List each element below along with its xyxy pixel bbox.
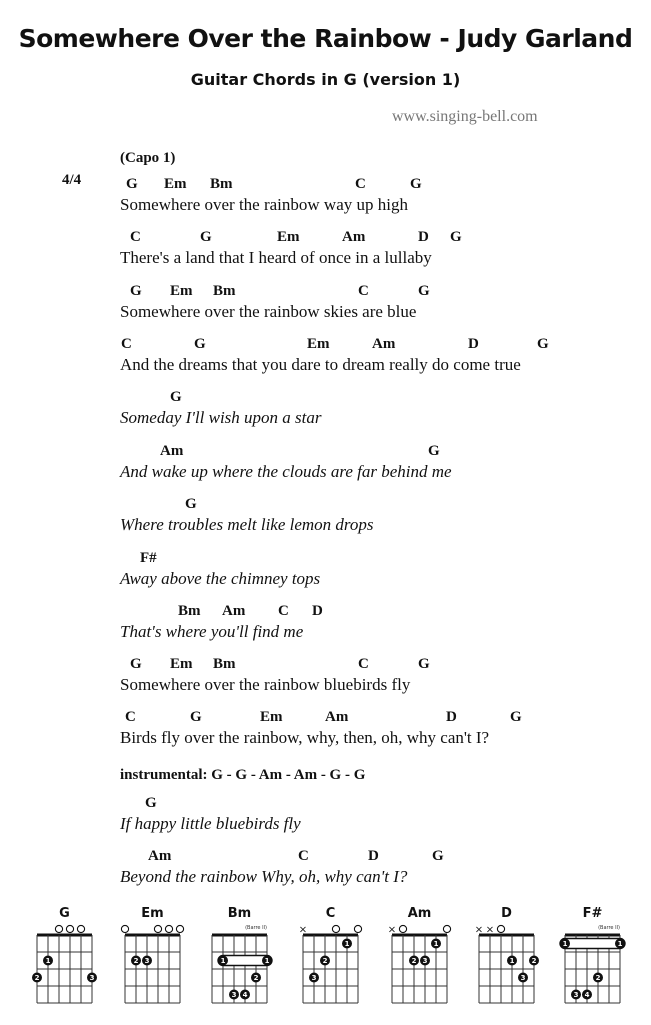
- finger-number: 1: [264, 957, 270, 966]
- lyric-line: And the dreams that you dare to dream really do come true: [120, 355, 521, 374]
- chord-label: Am: [148, 848, 172, 864]
- finger-number: 3: [422, 957, 428, 966]
- chord-label: F#: [140, 550, 157, 566]
- chord-label: D: [446, 709, 457, 725]
- chord-diagram-name: Em: [141, 906, 164, 921]
- chord-diagrams: [0, 905, 651, 1020]
- song-subtitle: Guitar Chords in G (version 1): [190, 70, 461, 89]
- lyric-line: Where troubles melt like lemon drops: [120, 515, 374, 534]
- chord-label: C: [278, 603, 289, 619]
- open-string-marker: [66, 925, 73, 932]
- finger-number: 1: [220, 957, 226, 966]
- finger-number: 3: [231, 991, 237, 1000]
- chord-label: C: [355, 176, 366, 192]
- chord-label: C: [130, 229, 141, 245]
- chord-label: G: [190, 709, 202, 725]
- open-string-marker: [77, 925, 84, 932]
- chord-label: G: [126, 176, 138, 192]
- finger-number: 3: [89, 974, 95, 983]
- chord-label: Am: [160, 443, 184, 459]
- finger-number: 4: [584, 991, 590, 1000]
- chord-label: Em: [164, 176, 187, 192]
- lyric-line: There's a land that I heard of once in a lullaby: [120, 248, 432, 267]
- finger-number: 1: [45, 957, 51, 966]
- chord-diagram-name: D: [501, 906, 512, 921]
- chord-label: Am: [342, 229, 366, 245]
- chord-label: Em: [260, 709, 283, 725]
- website-link[interactable]: www.singing-bell.com: [392, 108, 538, 125]
- chord-label: C: [125, 709, 136, 725]
- chord-label: G: [410, 176, 422, 192]
- chord-label: G: [130, 283, 142, 299]
- chord-label: G: [432, 848, 444, 864]
- chord-label: Bm: [213, 656, 236, 672]
- capo-note: (Capo 1): [120, 150, 176, 166]
- chord-diagram-name: G: [59, 906, 70, 921]
- chord-label: G: [418, 656, 430, 672]
- open-string-marker: [443, 925, 450, 932]
- muted-string-marker: ×: [298, 924, 308, 936]
- chord-label: D: [418, 229, 429, 245]
- lyric-line: Birds fly over the rainbow, why, then, oh, why can't I?: [120, 728, 490, 747]
- chord-label: G: [185, 496, 197, 512]
- chord-diagram-note: (Barre II): [245, 925, 267, 931]
- chord-label: G: [510, 709, 522, 725]
- finger-number: 3: [573, 991, 579, 1000]
- chord-label: G: [170, 389, 182, 405]
- chord-label: Em: [170, 656, 193, 672]
- lyric-line: Beyond the rainbow Why, oh, why can't I?: [120, 867, 408, 886]
- open-string-marker: [332, 925, 339, 932]
- lyric-line: That's where you'll find me: [120, 622, 304, 641]
- chord-label: Em: [307, 336, 330, 352]
- chord-label: Am: [222, 603, 246, 619]
- song-title: Somewhere Over the Rainbow - Judy Garland: [18, 24, 633, 53]
- finger-number: 1: [617, 940, 623, 949]
- chord-diagram-name: Am: [407, 906, 432, 921]
- chord-label: Em: [170, 283, 193, 299]
- lyric-line: If happy little bluebirds fly: [120, 814, 301, 833]
- finger-number: 2: [34, 974, 40, 983]
- instrumental-line: instrumental: G - G - Am - Am - G - G: [120, 767, 366, 783]
- chord-diagram-canvas: [0, 905, 651, 1020]
- finger-number: 1: [344, 940, 350, 949]
- finger-number: 1: [562, 940, 568, 949]
- chord-label: G: [450, 229, 462, 245]
- chord-label: G: [418, 283, 430, 299]
- muted-string-marker: ×: [387, 924, 397, 936]
- chord-label: G: [145, 795, 157, 811]
- chord-label: Bm: [178, 603, 201, 619]
- finger-number: 2: [531, 957, 537, 966]
- finger-number: 3: [144, 957, 150, 966]
- time-signature: 4/4: [62, 172, 82, 188]
- chord-label: D: [368, 848, 379, 864]
- muted-string-marker: ×: [474, 924, 484, 936]
- open-string-marker: [354, 925, 361, 932]
- finger-number: 2: [322, 957, 328, 966]
- finger-number: 2: [133, 957, 139, 966]
- chord-label: G: [428, 443, 440, 459]
- finger-number: 1: [433, 940, 439, 949]
- open-string-marker: [165, 925, 172, 932]
- finger-number: 2: [411, 957, 417, 966]
- chord-label: Am: [325, 709, 349, 725]
- chord-diagram-name: Bm: [227, 906, 252, 921]
- lyric-line: Someday I'll wish upon a star: [120, 408, 322, 427]
- chord-label: Em: [277, 229, 300, 245]
- chord-label: G: [537, 336, 549, 352]
- chord-label: C: [358, 283, 369, 299]
- chord-label: Am: [372, 336, 396, 352]
- lyric-line: And wake up where the clouds are far behind me: [120, 462, 452, 481]
- chord-label: C: [121, 336, 132, 352]
- finger-number: 1: [509, 957, 515, 966]
- chord-label: Bm: [210, 176, 233, 192]
- chord-label: D: [312, 603, 323, 619]
- chord-diagram-note: (Barre II): [598, 925, 620, 931]
- chord-label: C: [358, 656, 369, 672]
- open-string-marker: [121, 925, 128, 932]
- finger-number: 2: [595, 974, 601, 983]
- open-string-marker: [55, 925, 62, 932]
- lyric-line: Somewhere over the rainbow way up high: [120, 195, 408, 214]
- chord-label: C: [298, 848, 309, 864]
- chord-label: G: [200, 229, 212, 245]
- open-string-marker: [497, 925, 504, 932]
- open-string-marker: [176, 925, 183, 932]
- chord-label: Bm: [213, 283, 236, 299]
- chord-label: G: [194, 336, 206, 352]
- chord-label: D: [468, 336, 479, 352]
- finger-number: 3: [520, 974, 526, 983]
- finger-number: 3: [311, 974, 317, 983]
- finger-number: 2: [253, 974, 259, 983]
- lyric-line: Away above the chimney tops: [120, 569, 321, 588]
- lyric-line: Somewhere over the rainbow bluebirds fly: [120, 675, 411, 694]
- muted-string-marker: ×: [485, 924, 495, 936]
- chord-label: G: [130, 656, 142, 672]
- open-string-marker: [154, 925, 161, 932]
- open-string-marker: [399, 925, 406, 932]
- finger-number: 4: [242, 991, 248, 1000]
- lyric-line: Somewhere over the rainbow skies are blue: [120, 302, 417, 321]
- chord-diagram-name: F#: [582, 906, 603, 921]
- chord-diagram-name: C: [325, 906, 336, 921]
